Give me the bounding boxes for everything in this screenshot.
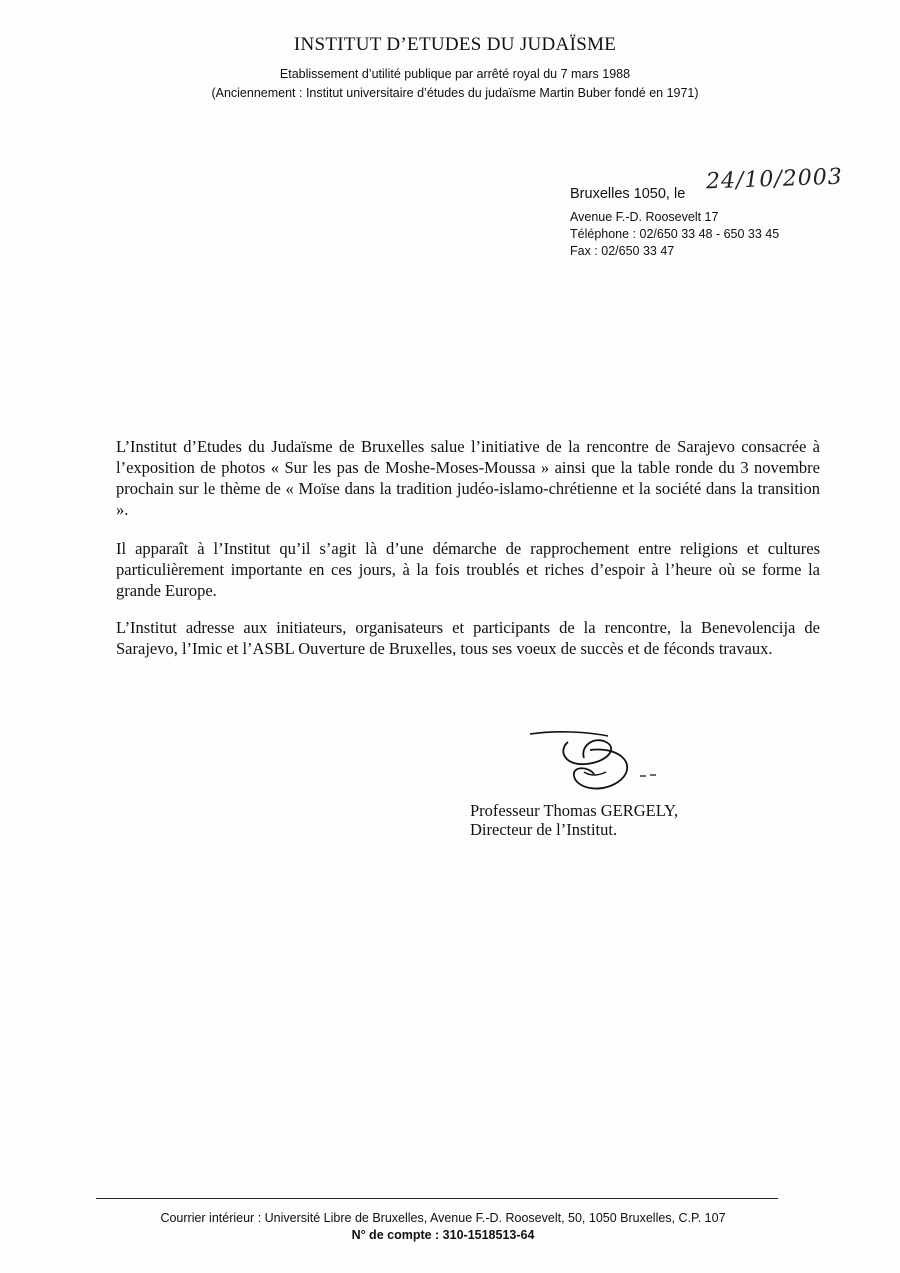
- signatory-role: Directeur de l’Institut.: [470, 820, 618, 839]
- letterhead-title: INSTITUT D’ETUDES DU JUDAÏSME: [293, 34, 617, 55]
- address-fax: Fax : 02/650 33 47: [570, 244, 675, 258]
- footer-account-number: N° de compte : 310-1518513-64: [351, 1228, 535, 1242]
- address-phone: Téléphone : 02/650 33 48 - 650 33 45: [570, 227, 780, 241]
- letterhead-subtitle-1: Etablissement d’utilité publique par arrêté royal du 7 mars 1988: [279, 67, 631, 81]
- footer-divider: [96, 1198, 778, 1199]
- address-street: Avenue F.-D. Roosevelt 17: [570, 210, 719, 224]
- address-city: Bruxelles 1050, le: [570, 186, 686, 202]
- signatory-name: Professeur Thomas GERGELY,: [470, 801, 679, 820]
- letterhead-subtitle-2: (Anciennement : Institut universitaire d’études du judaïsme Martin Buber fondé en 1971): [211, 86, 699, 100]
- body-paragraph-2: Il apparaît à l’Institut qu’il s’agit là d’une démarche de rapprochement entre religions et cultures particulièrement importante en ces jours, à la fois troublés et riches d’espoir à l’heure où se forme la grande Europe.: [116, 539, 820, 600]
- handwritten-date: 24/10/2003: [705, 164, 844, 195]
- body-paragraph-1: L’Institut d’Etudes du Judaïsme de Bruxelles salue l’initiative de la rencontre de Sarajevo consacrée à l’exposition de photos « Sur les pas de Moshe-Moses-Moussa » ainsi que la table ronde du 3 novembre prochain sur le thème de « Moïse dans la tradition judéo-islamo-chrétienne et la société dans la transition ».: [116, 437, 820, 519]
- handwritten-signature: [528, 728, 668, 800]
- body-paragraph-3: L’Institut adresse aux initiateurs, organisateurs et participants de la rencontre, la Benevolencija de Sarajevo, l’Imic et l’ASBL Ouverture de Bruxelles, tous ses voeux de succès et de féconds travaux.: [116, 618, 820, 658]
- footer-address: Courrier intérieur : Université Libre de Bruxelles, Avenue F.-D. Roosevelt, 50, 1050 Bruxelles, C.P. 107: [160, 1211, 726, 1225]
